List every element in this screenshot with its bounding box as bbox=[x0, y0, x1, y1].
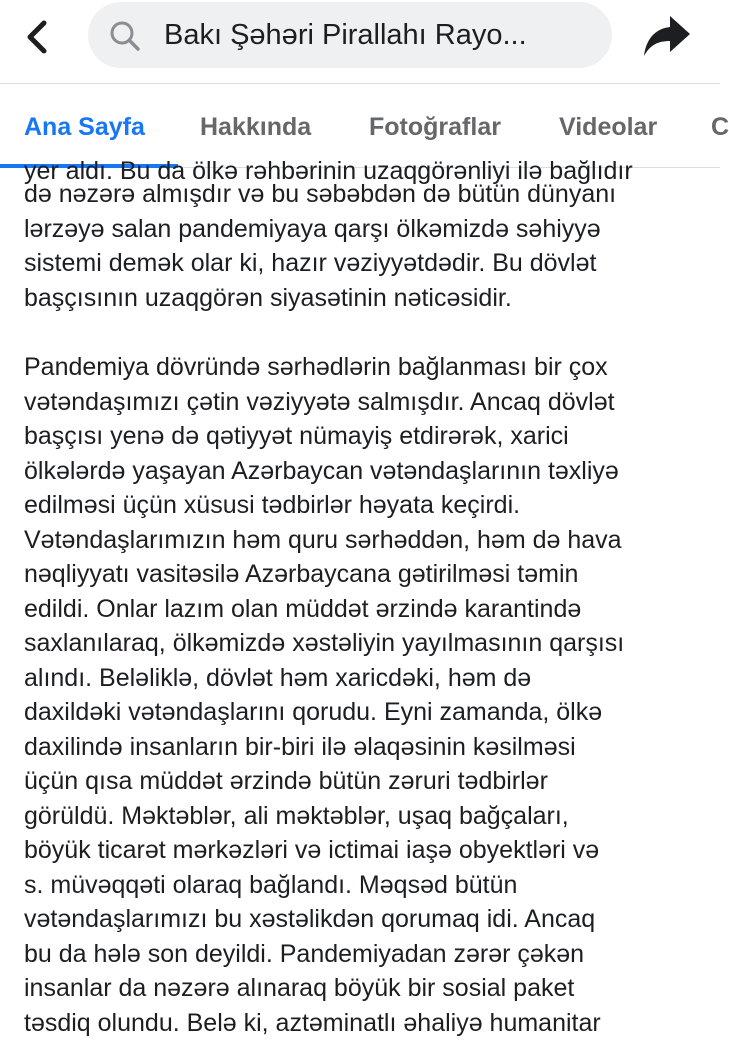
text-line: lərzəyə salan pandemiyaya qarşı ölkəmizdə səhiyyə bbox=[24, 214, 601, 243]
text-line: nəqliyyatı vasitəsilə Azərbaycana gətirilməsi təmin bbox=[24, 560, 579, 588]
text-line: ölkələrdə yaşayan Azərbaycan vətəndaşlarının təxliyə bbox=[24, 456, 619, 485]
search-icon bbox=[108, 19, 142, 53]
top-bar bbox=[0, 0, 720, 84]
share-arrow-icon bbox=[642, 14, 692, 58]
text-line: insanlar da nəzərə alınaraq böyük bir sosial paket bbox=[24, 974, 575, 1002]
text-line: edildi. Onlar lazım olan müddət ərzində karantində bbox=[24, 594, 582, 623]
text-line: edilməsi üçün xüsusi tədbirlər həyata keçirdi. bbox=[24, 491, 521, 519]
paragraph-1 bbox=[24, 177, 712, 315]
text-line: Pandemiya dövründə sərhədlərin bağlanması bir çox bbox=[24, 353, 608, 381]
text-line: alındı. Beləliklə, dövlət həm xaricdəki, həm də bbox=[24, 663, 532, 692]
tab-ana-sayfa[interactable]: Ana Sayfa bbox=[24, 113, 145, 141]
back-button[interactable] bbox=[14, 14, 60, 60]
tab-videolar[interactable]: Videolar bbox=[559, 113, 658, 141]
search-query-text: Bakı Şəhəri Pirallahı Rayo... bbox=[164, 19, 527, 51]
text-line: sistemi demək olar ki, hazır vəziyyətdədir. Bu dövlət bbox=[24, 249, 597, 277]
tab-more[interactable]: C bbox=[711, 113, 729, 141]
text-line: də nəzərə almışdır və bu səbəbdən də bütün dünyanı bbox=[24, 180, 617, 208]
text-line: üçün qısa müddət ərzində bütün zəruri tədbirlər bbox=[24, 767, 548, 795]
text-line: bu da hələ son deyildi. Pandemiyadan zərər çəkən bbox=[24, 939, 585, 968]
text-line: vətəndaşlarımızı bu xəstəlikdən qorumaq idi. Ancaq bbox=[24, 905, 596, 933]
text-line: Vətəndaşlarımızın həm quru sərhəddən, həm də hava bbox=[24, 525, 622, 554]
tab-hakkinda[interactable]: Hakkında bbox=[200, 113, 312, 141]
text-line: başçısı yenə də qətiyyət nümayiş etdirərək, xarici bbox=[24, 422, 569, 450]
text-line: başçısının uzaqgörən siyasətinin nəticəsidir. bbox=[24, 283, 512, 312]
search-bar[interactable] bbox=[88, 2, 612, 68]
text-line: görüldü. Məktəblər, ali məktəblər, uşaq bağçaları, bbox=[24, 801, 569, 830]
paragraph-2 bbox=[24, 350, 712, 1040]
text-line: təsdiq olundu. Belə ki, aztəminatlı əhaliyə humanitar bbox=[24, 1008, 601, 1037]
partial-line: yer aldı. Bu da ölkə rəhbərinin uzaqgörənliyi ilə bağlıdır bbox=[24, 157, 633, 185]
text-line: s. müvəqqəti olaraq bağlandı. Məqsəd bütün bbox=[24, 870, 518, 899]
post-content bbox=[0, 157, 720, 1045]
text-line: daxilində insanların bir-biri ilə əlaqəsinin kəsilməsi bbox=[24, 732, 576, 761]
text-line: vətəndaşımızı çətin vəziyyətə salmışdır. Ancaq dövlət bbox=[24, 387, 615, 416]
back-arrow-icon bbox=[22, 17, 52, 57]
text-line: böyük ticarət mərkəzləri və ictimai iaşə obyektləri və bbox=[24, 836, 600, 864]
share-button[interactable] bbox=[638, 10, 696, 62]
text-line: daxildəki vətəndaşlarını qorudu. Eyni zamanda, ölkə bbox=[24, 698, 603, 726]
text-line: saxlanılaraq, ölkəmizdə xəstəliyin yayılmasının qarşısı bbox=[24, 629, 625, 657]
tab-fotograflar[interactable]: Fotoğraflar bbox=[369, 113, 501, 141]
